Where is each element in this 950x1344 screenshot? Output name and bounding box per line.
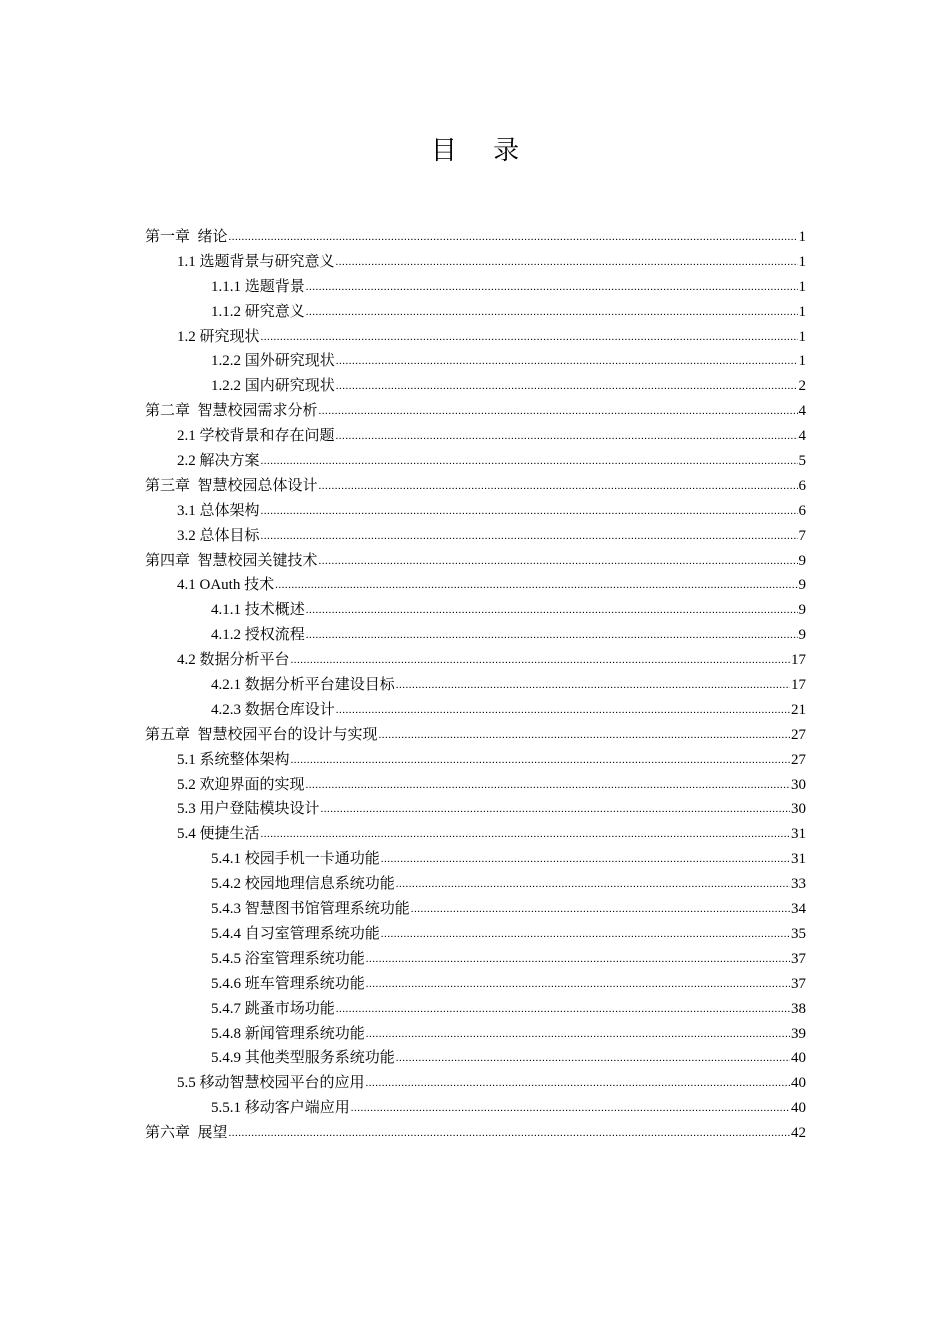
dot-leader xyxy=(261,524,798,549)
toc-entry[interactable] xyxy=(145,997,806,1022)
toc-entry-page-number: 1 xyxy=(798,253,806,270)
toc-entry-label: 4.1 OAuth 技术 xyxy=(177,577,275,594)
dot-leader xyxy=(336,374,798,399)
toc-entry[interactable] xyxy=(145,573,806,598)
toc-entry-label: 4.1.2 授权流程 xyxy=(211,627,305,644)
toc-entry-label: 5.4.4 自习室管理系统功能 xyxy=(211,925,380,942)
toc-entry-label: 5.4.9 其他类型服务系统功能 xyxy=(211,1050,395,1067)
toc-entry-page-number: 21 xyxy=(791,701,806,718)
dot-leader xyxy=(366,972,790,997)
toc-entry-label: 第二章 智慧校园需求分析 xyxy=(145,403,318,420)
toc-entry-page-number: 38 xyxy=(791,1000,806,1017)
toc-entry-label: 5.1 系统整体架构 xyxy=(177,751,290,768)
toc-entry-label: 5.4.8 新闻管理系统功能 xyxy=(211,1025,365,1042)
toc-entry-page-number: 17 xyxy=(791,677,806,694)
toc-entry-label: 第一章 绪论 xyxy=(145,229,228,245)
toc-entry-label: 4.2.3 数据仓库设计 xyxy=(211,701,335,718)
toc-entry-label: 5.5 移动智慧校园平台的应用 xyxy=(177,1075,365,1092)
toc-entry[interactable] xyxy=(145,797,806,822)
toc-entry-label: 第六章 展望 xyxy=(145,1125,228,1142)
dot-leader xyxy=(381,922,790,947)
toc-entry-page-number: 40 xyxy=(791,1075,806,1092)
toc-entry-page-number: 4 xyxy=(798,428,806,445)
dot-leader xyxy=(319,399,798,424)
toc-entry-page-number: 39 xyxy=(791,1025,806,1042)
toc-entry[interactable] xyxy=(145,474,806,499)
toc-entry[interactable] xyxy=(145,524,806,549)
toc-entry-page-number: 34 xyxy=(791,901,806,918)
dot-leader xyxy=(261,449,798,474)
dot-leader xyxy=(336,698,790,723)
toc-entry-page-number: 37 xyxy=(791,975,806,992)
toc-entry-label: 第三章 智慧校园总体设计 xyxy=(145,477,318,494)
toc-entry-label: 3.2 总体目标 xyxy=(177,527,260,544)
toc-entry[interactable] xyxy=(145,399,806,424)
dot-leader xyxy=(306,275,798,300)
toc-entry-label: 4.2.1 数据分析平台建设目标 xyxy=(211,677,395,694)
toc-entry-page-number: 30 xyxy=(791,801,806,818)
toc-entry-page-number: 4 xyxy=(798,403,806,420)
toc-entry[interactable] xyxy=(145,947,806,972)
toc-entry-page-number: 31 xyxy=(791,826,806,843)
toc-entry-label: 2.2 解决方案 xyxy=(177,453,260,470)
dot-leader xyxy=(306,598,798,623)
dot-leader xyxy=(351,1096,790,1121)
toc-entry-page-number: 40 xyxy=(791,1050,806,1067)
dot-leader xyxy=(306,623,798,648)
dot-leader xyxy=(379,723,790,748)
toc-entry[interactable] xyxy=(145,698,806,723)
dot-leader xyxy=(291,748,790,773)
toc-entry[interactable] xyxy=(145,374,806,399)
toc-entry-label: 2.1 学校背景和存在问题 xyxy=(177,428,335,445)
toc-entry[interactable] xyxy=(145,972,806,997)
toc-entry-label: 5.4.6 班车管理系统功能 xyxy=(211,975,365,992)
toc-entry-page-number: 27 xyxy=(791,726,806,743)
toc-entry-page-number: 2 xyxy=(798,378,806,395)
dot-leader xyxy=(396,872,790,897)
dot-leader xyxy=(275,573,797,598)
toc-entry-label: 3.1 总体架构 xyxy=(177,502,260,519)
dot-leader xyxy=(336,997,790,1022)
dot-leader xyxy=(336,250,798,275)
toc-entry[interactable] xyxy=(145,748,806,773)
dot-leader xyxy=(229,1121,790,1146)
toc-entry-label: 1.1.1 选题背景 xyxy=(211,278,305,295)
toc-entry-label: 5.4.5 浴室管理系统功能 xyxy=(211,950,365,967)
toc-entry-label: 5.4.3 智慧图书馆管理系统功能 xyxy=(211,901,410,918)
toc-entry-page-number: 35 xyxy=(791,925,806,942)
toc-entry[interactable] xyxy=(145,225,806,250)
toc-entry[interactable] xyxy=(145,1022,806,1047)
toc-entry-page-number: 37 xyxy=(791,950,806,967)
dot-leader xyxy=(291,648,790,673)
toc-entry-label: 第四章 智慧校园关键技术 xyxy=(145,552,318,569)
toc-entry-page-number: 1 xyxy=(798,303,806,320)
toc-entry-label: 5.4 便捷生活 xyxy=(177,826,260,843)
toc-entry-label: 第五章 智慧校园平台的设计与实现 xyxy=(145,726,378,743)
dot-leader xyxy=(319,474,798,499)
toc-entry-label: 5.2 欢迎界面的实现 xyxy=(177,776,305,793)
toc-entry[interactable] xyxy=(145,1046,806,1071)
toc-entry-page-number: 9 xyxy=(798,627,806,644)
dot-leader xyxy=(411,897,790,922)
toc-entry[interactable] xyxy=(145,598,806,623)
toc-entry-page-number: 6 xyxy=(798,477,806,494)
dot-leader xyxy=(306,300,798,325)
dot-leader xyxy=(336,424,798,449)
toc-entry-page-number: 40 xyxy=(791,1100,806,1117)
toc-entry[interactable] xyxy=(145,275,806,300)
toc-entry-label: 5.4.7 跳蚤市场功能 xyxy=(211,1000,335,1017)
toc-entry-page-number: 1 xyxy=(798,278,806,295)
toc-entry-page-number: 1 xyxy=(798,328,806,345)
toc-entry[interactable] xyxy=(145,723,806,748)
toc-entry-label: 1.1 选题背景与研究意义 xyxy=(177,253,335,270)
dot-leader xyxy=(261,325,798,350)
toc-entry-label: 4.1.1 技术概述 xyxy=(211,602,305,619)
toc-entry[interactable] xyxy=(145,325,806,350)
toc-entry[interactable] xyxy=(145,449,806,474)
toc-entry-label: 5.4.2 校园地理信息系统功能 xyxy=(211,876,395,893)
toc-entry[interactable] xyxy=(145,648,806,673)
dot-leader xyxy=(366,1022,790,1047)
toc-entry[interactable] xyxy=(145,250,806,275)
toc-entry-page-number: 5 xyxy=(798,453,806,470)
dot-leader xyxy=(381,847,790,872)
dot-leader xyxy=(229,225,798,250)
toc-entry-page-number: 27 xyxy=(791,751,806,768)
toc-entry-page-number: 30 xyxy=(791,776,806,793)
dot-leader xyxy=(261,499,798,524)
toc-entry-page-number: 6 xyxy=(798,502,806,519)
toc-entry-page-number: 7 xyxy=(798,527,806,544)
toc-entry-page-number: 42 xyxy=(791,1125,806,1142)
toc-entry-page-number: 1 xyxy=(798,353,806,370)
toc-entry[interactable] xyxy=(145,623,806,648)
dot-leader xyxy=(319,549,798,574)
toc-entry[interactable] xyxy=(145,673,806,698)
toc-entry-page-number: 9 xyxy=(798,552,806,569)
toc-entry[interactable] xyxy=(145,349,806,374)
toc-entry-page-number: 17 xyxy=(791,652,806,669)
toc-entry-page-number: 33 xyxy=(791,876,806,893)
toc-entry[interactable] xyxy=(145,1071,806,1096)
dot-leader xyxy=(261,822,790,847)
toc-entry[interactable] xyxy=(145,822,806,847)
toc-entry-label: 4.2 数据分析平台 xyxy=(177,652,290,669)
dot-leader xyxy=(306,773,790,798)
toc-entry[interactable] xyxy=(145,300,806,325)
toc-entry[interactable] xyxy=(145,424,806,449)
dot-leader xyxy=(396,673,790,698)
dot-leader xyxy=(366,1071,790,1096)
toc-entry-label: 1.1.2 研究意义 xyxy=(211,303,305,320)
toc-entry[interactable] xyxy=(145,897,806,922)
dot-leader xyxy=(396,1046,790,1071)
dot-leader xyxy=(366,947,790,972)
toc-entry[interactable] xyxy=(145,847,806,872)
toc-entry-label: 5.5.1 移动客户端应用 xyxy=(211,1100,350,1117)
dot-leader xyxy=(321,797,790,822)
toc-entry[interactable] xyxy=(145,872,806,897)
page-title: 目 录 xyxy=(430,136,534,166)
toc-entry[interactable] xyxy=(145,773,806,798)
toc-entry[interactable] xyxy=(145,1121,806,1146)
dot-leader xyxy=(336,349,798,374)
toc-entry-page-number: 9 xyxy=(798,602,806,619)
toc-entry[interactable] xyxy=(145,922,806,947)
toc-entry-page-number: 9 xyxy=(798,577,806,594)
toc-entry[interactable] xyxy=(145,499,806,524)
toc-entry-label: 1.2 研究现状 xyxy=(177,328,260,345)
toc-entry[interactable] xyxy=(145,549,806,574)
toc-entry-label: 1.2.2 国内研究现状 xyxy=(211,378,335,395)
toc-entry-label: 5.3 用户登陆模块设计 xyxy=(177,801,320,818)
toc-entry-label: 1.2.2 国外研究现状 xyxy=(211,353,335,370)
table-of-contents xyxy=(145,225,806,1146)
toc-entry[interactable] xyxy=(145,1096,806,1121)
toc-entry-page-number: 31 xyxy=(791,851,806,868)
toc-entry-label: 5.4.1 校园手机一卡通功能 xyxy=(211,851,380,868)
toc-entry-page-number: 1 xyxy=(798,229,806,245)
